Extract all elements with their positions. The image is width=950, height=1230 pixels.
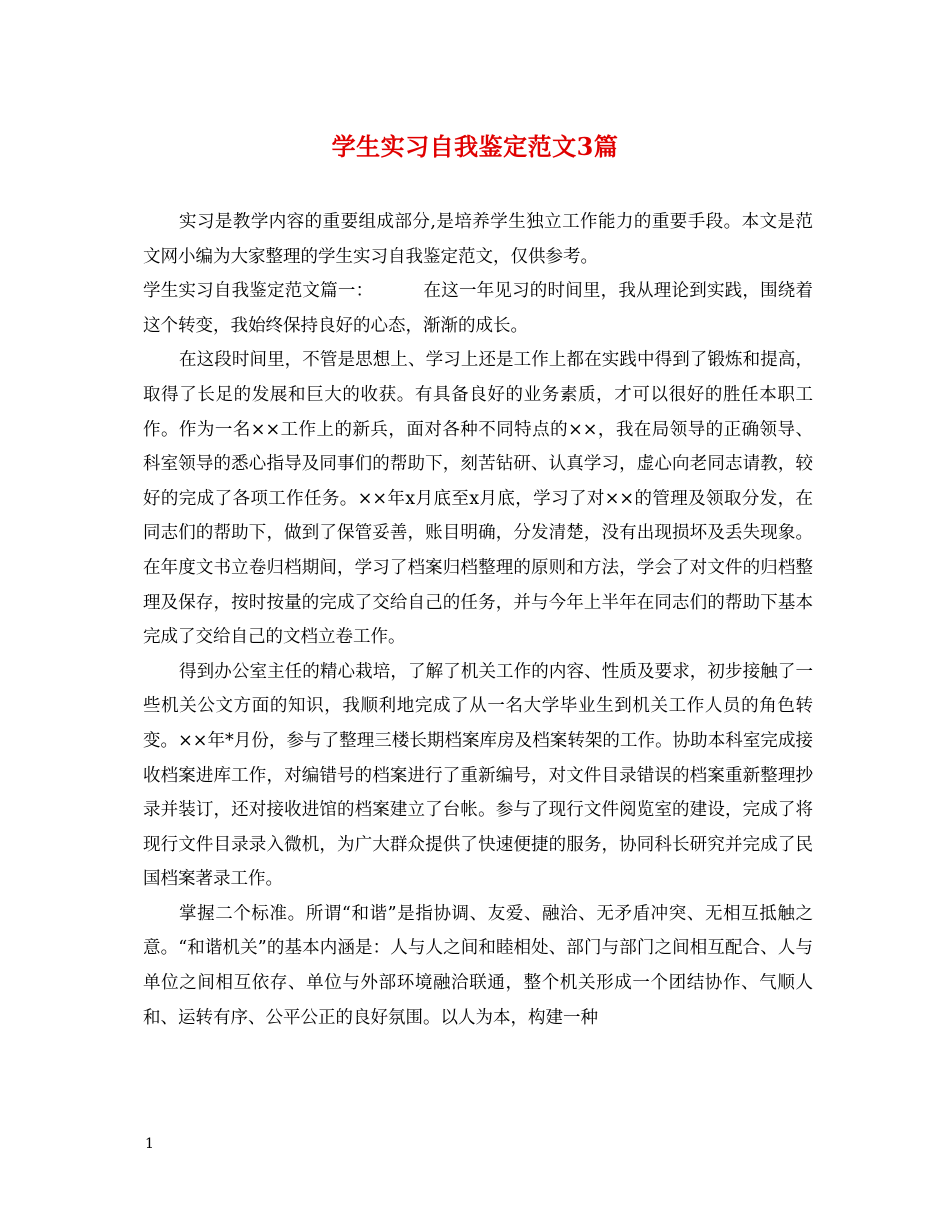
intro-paragraph: 实习是教学内容的重要组成部分,是培养学生独立工作能力的重要手段。本文是范文网小编为大家整理的学生实习自我鉴定范文，仅供参考。 xyxy=(143,212,813,267)
body-paragraph-3: 掌握二个标准。所谓“和谐”是指协调、友爱、融洽、无矛盾冲突、无相互抵触之意。“和谐机关”的基本内涵是：人与人之间和睦相处、部门与部门之间相互配合、人与单位之间相互依存、单位与外部环境融洽联通，整个机关形成一个团结协作、气顺人和、运转有序、公平公正的良好氛围。以人为本，构建一种 xyxy=(143,903,813,1028)
document-body xyxy=(143,205,813,1035)
section-first-text: 在这一年见习的时间里，我从理论到实践，围绕着这个转变，我始终保持良好的心态，渐渐的成长。 xyxy=(143,281,814,336)
section-heading: 学生实习自我鉴定范文篇一： xyxy=(143,281,374,302)
body-paragraph-2: 得到办公室主任的精心栽培，了解了机关工作的内容、性质及要求，初步接触了一些机关公文方面的知识，我顺利地完成了从一名大学毕业生到机关工作人员的角色转变。××年*月份，参与了整理三楼长期档案库房及档案转架的工作。协助本科室完成接收档案进库工作，对编错号的档案进行了重新编号，对文件目录错误的档案重新整理抄录并装订，还对接收进馆的档案建立了台帐。参与了现行文件阅览室的建设，完成了将现行文件目录录入微机，为广大群众提供了快速便捷的服务，协同科长研究并完成了民国档案著录工作。 xyxy=(143,661,813,890)
page-number: 1 xyxy=(145,1136,154,1152)
body-paragraph-1: 在这段时间里，不管是思想上、学习上还是工作上都在实践中得到了锻炼和提高，取得了长足的发展和巨大的收获。有具备良好的业务素质，才可以很好的胜任本职工作。作为一名××工作上的新兵，面对各种不同特点的××，我在局领导的正确领导、科室领导的悉心指导及同事们的帮助下，刻苦钻研、认真学习，虚心向老同志请教，较好的完成了各项工作任务。××年x月底至x月底，学习了对××的管理及领取分发，在同志们的帮助下，做到了保管妥善，账目明确，分发清楚，没有出现损坏及丢失现象。在年度文书立卷归档期间，学习了档案归档整理的原则和方法，学会了对文件的归档整理及保存，按时按量的完成了交给自己的任务，并与今年上半年在同志们的帮助下基本完成了交给自己的文档立卷工作。 xyxy=(143,350,813,648)
page-title: 学生实习自我鉴定范文3篇 xyxy=(331,132,619,161)
section-paragraph xyxy=(143,274,813,343)
